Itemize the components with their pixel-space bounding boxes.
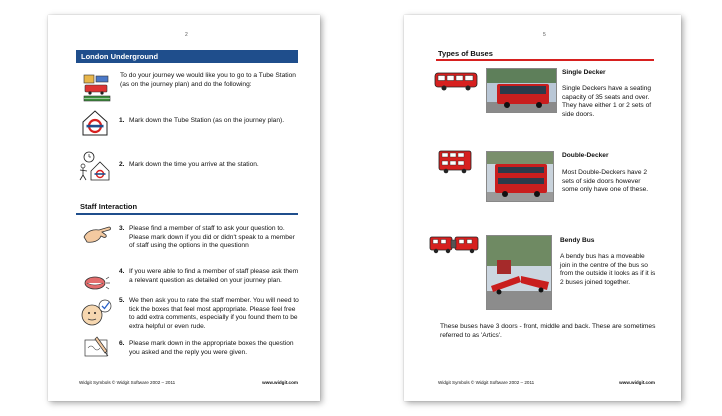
step-number: 1. bbox=[119, 117, 125, 124]
double-decker-photo bbox=[486, 151, 554, 202]
bus-type-name: Double-Decker bbox=[562, 152, 609, 159]
bus-type-description: Most Double-Deckers have 2 sets of side doors however some only have one of these. bbox=[562, 169, 649, 194]
footer-copyright: Widgit Symbols © Widgit Software 2002 – 2011 bbox=[79, 380, 176, 385]
bus-type-name: Single Decker bbox=[562, 69, 606, 76]
page-number: 5 bbox=[543, 32, 546, 38]
footer-url: www.widgit.com bbox=[619, 380, 655, 385]
footer-url: www.widgit.com bbox=[262, 380, 298, 385]
step-number: 2. bbox=[119, 161, 125, 168]
bendy-bus-icon bbox=[429, 235, 479, 255]
tube-station-icon bbox=[81, 109, 109, 137]
intro-text: To do your journey we would like you to go to a Tube Station (as on the journey plan) and do the following: bbox=[120, 72, 296, 88]
document-page-right bbox=[404, 15, 681, 401]
speaking-mouth-icon bbox=[81, 272, 111, 294]
step-text: Please find a member of staff to ask your question to. Please mark down if you did or didn't speak to a member of staff using the options in the questionn bbox=[129, 225, 295, 250]
bendy-bus-photo bbox=[486, 235, 552, 310]
single-decker-photo bbox=[486, 68, 557, 113]
page-number: 2 bbox=[185, 32, 188, 38]
section-heading-staff-interaction: Staff Interaction bbox=[80, 202, 138, 211]
document-page-left bbox=[48, 15, 320, 401]
step-text: Mark down the time you arrive at the station. bbox=[129, 161, 259, 168]
closing-paragraph: These buses have 3 doors - front, middle and back. These are sometimes referred to as 'Artics'. bbox=[440, 323, 656, 339]
page-title: Types of Buses bbox=[438, 49, 493, 58]
hand-icon bbox=[81, 223, 113, 247]
section-heading-london-underground: London Underground bbox=[76, 50, 298, 63]
step-text: Mark down the Tube Station (as on the journey plan). bbox=[129, 117, 285, 124]
single-decker-bus-icon bbox=[434, 70, 478, 92]
heading-rule bbox=[76, 213, 298, 215]
step-number: 5. bbox=[119, 297, 125, 304]
double-decker-bus-icon bbox=[438, 150, 472, 174]
title-rule bbox=[436, 59, 654, 61]
bus-type-description: Single Deckers have a seating capacity of 35 seats and over. They have either 1 or 2 sets of side doors. bbox=[562, 85, 652, 118]
footer-copyright: Widgit Symbols © Widgit Software 2002 – 2011 bbox=[438, 380, 535, 385]
step-text: If you were able to find a member of staff please ask them a relevant question as detailed on your journey plan. bbox=[129, 268, 299, 284]
writing-hand-icon bbox=[81, 334, 111, 360]
clock-station-icon bbox=[78, 151, 112, 181]
step-number: 4. bbox=[119, 268, 125, 275]
step-text: Please mark down in the appropriate boxes the question you asked and the reply you were given. bbox=[129, 340, 294, 356]
bus-type-name: Bendy Bus bbox=[560, 237, 595, 244]
bus-type-description: A bendy bus has a moveable join in the centre of the bus so from the outside it looks as if it is 2 buses joined together. bbox=[560, 253, 656, 286]
transport-icon bbox=[82, 73, 112, 103]
step-number: 6. bbox=[119, 340, 125, 347]
face-rating-icon bbox=[80, 298, 112, 328]
step-number: 3. bbox=[119, 225, 125, 232]
step-text: We then ask you to rate the staff member. You will need to tick the boxes that feel most appropriate. Please feel free to add extra comments, especially if you found them to be extra helpful or even rude. bbox=[129, 297, 299, 330]
